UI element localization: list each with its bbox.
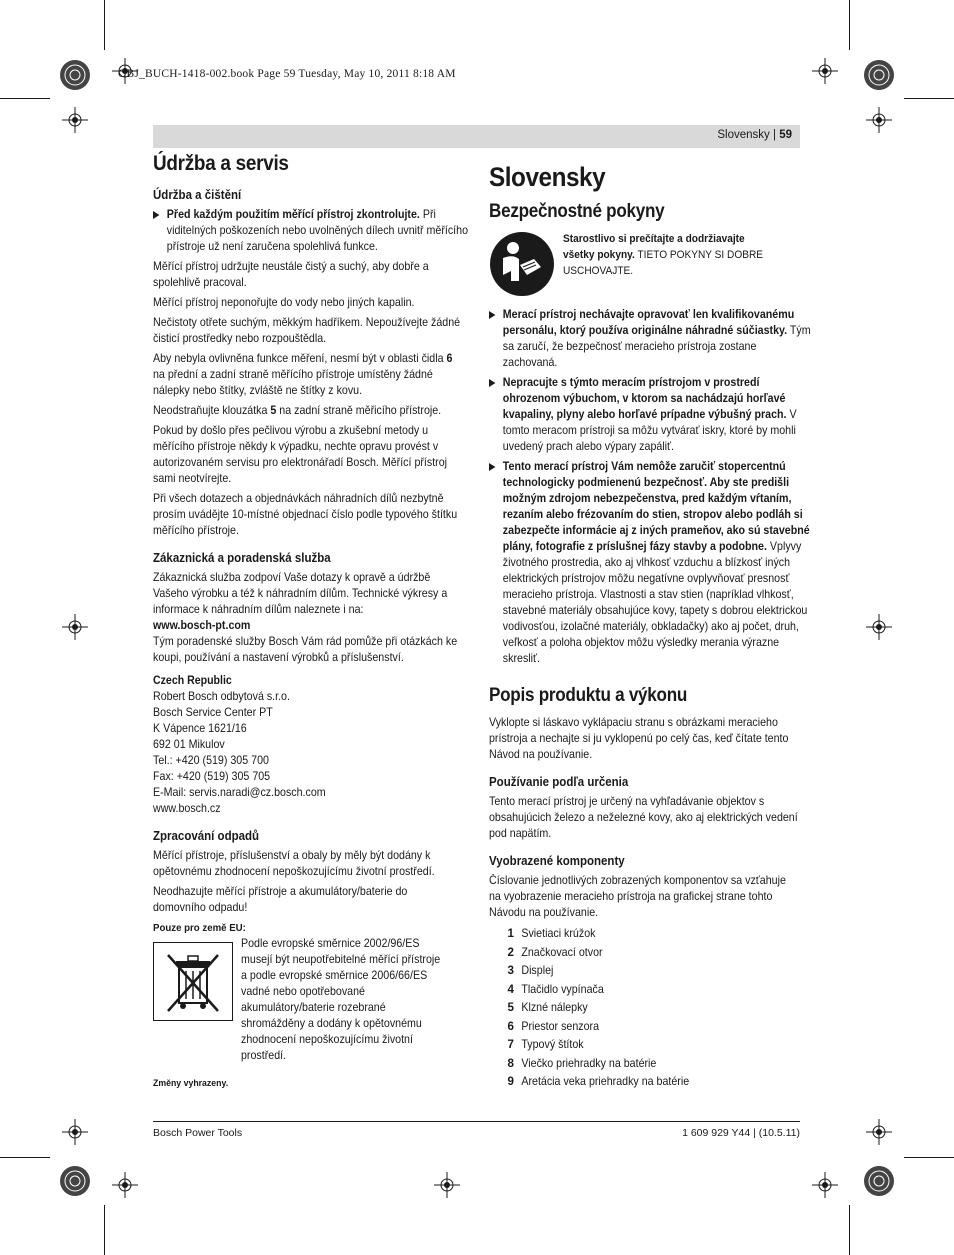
paragraph [153,403,463,419]
item-label: Displej [521,964,554,977]
registration-mark-icon [52,1158,98,1204]
bullet-text: Při viditelných poškozeních nebo uvolněných dílech uvnitř měřícího přístroje už není zaručena spolehlivá funkce. [166,208,468,253]
list-item [489,944,800,963]
safety-notice [489,231,800,297]
bullet-bold-text: Nepracujte s týmto meracím prístrojom v prostredí ohrozenom výbuchom, v ktorom sa nachádzajú horľavé kvapaliny, plyny alebo horľavé prípadne výbušný prach. [502,376,787,421]
list-item [489,1055,800,1074]
address-line: Robert Bosch odbytová s.r.o. [153,690,290,703]
registration-mark-icon [856,1158,902,1204]
safety-intro [563,231,775,293]
list-item [489,1018,800,1037]
paragraph: Číslovanie jednotlivých zobrazených komponentov sa vzťahuje na vyobrazenie meracieho prístroja na grafickej strane tohto Návodu na používanie. [489,874,786,919]
bullet-triangle-icon [489,463,495,471]
crop-mark [104,1205,105,1255]
bullet-bold-text: Před každým použitím měřící přístroj zkontrolujte. [166,208,420,221]
warning-bullet [489,459,812,667]
paragraph [153,351,463,399]
item-number: 5 [507,1001,514,1014]
bullet-text: V tomto meracom prístroji sa môžu vytvárať iskry, ktoré by mohli uvedený prach alebo výpary zapáliť. [502,408,797,453]
paragraph: Tým poradenské služby Bosch Vám rád pomůže při otázkách ke koupi, používání a nastavení výrobků a příslušenství. [153,635,458,664]
crossed-bin-icon [153,942,233,1021]
list-item [489,1036,800,1055]
crop-mark [849,0,850,50]
item-label: Viečko priehradky na batérie [521,1056,657,1070]
item-number: 3 [507,964,514,977]
warning-bullet [489,375,812,455]
crop-mark [849,1205,850,1255]
paragraph: Tento merací prístroj je určený na vyhľadávanie objektov s obsahujúcich železo a neželezné kovy, ako aj elektrických vedení pod napätím. [489,795,798,840]
paragraph: Pokud by došlo přes pečlivou výrobu a zkušební metody u měřícího přístroje někdy k výpadku, nechte opravu provést v autorizovaném servisu pro elektronářadí Bosch. Měřící přístroj sami neotvírejte. [153,424,448,485]
website-line: www.bosch.cz [153,802,221,815]
header-language-label: Slovensky [717,129,770,141]
registration-mark-icon [52,52,98,98]
list-item [489,999,800,1018]
crosshair-mark-icon [866,1119,892,1145]
subsection-title-service: Zákaznická a poradenská služba [153,551,331,565]
footer-doc-number: 1 609 929 Y44 | (10.5.11) [682,1127,800,1139]
bullet-text: Tým sa zaručí, že bezpečnosť meracieho prístroja zostane zachovaná. [502,324,811,369]
paragraph: Měřící přístroj udržujte neustále čistý a suchý, aby dobře a spolehlivě pracoval. [153,260,429,289]
right-column [489,150,811,1092]
item-label: Svietiaci krúžok [521,927,596,940]
left-column [153,150,468,1096]
paragraph: Neodhazujte měřící přístroje a akumulátory/baterie do domovního odpadu! [153,885,408,914]
paragraph: Zákaznická služba zodpoví Vaše dotazy k opravě a údržbě Vašeho výrobku a též k náhradním dílům. Technické výkresy a informace k náhradním dílům naleznete i na: [153,571,448,616]
page-number: 59 [779,129,792,141]
item-number: 8 [507,1056,514,1070]
text-run: na přední a zadní straně měřícího přístroje umístěny žádné nálepky nebo štítky, zvláště ne štítky z kovu. [153,368,433,397]
crop-mark [904,1157,954,1158]
item-label: Klzné nálepky [521,1001,588,1014]
paragraph: Nečistoty otřete suchým, měkkým hadříkem. Nepoužívejte žádné čisticí prostředky nebo rozpouštědla. [153,316,461,345]
crop-mark [0,1157,50,1158]
item-number: 4 [507,982,514,996]
address-line: Tel.: +420 (519) 305 700 [153,754,269,767]
bullet-triangle-icon [489,311,495,319]
crosshair-mark-icon [812,1172,838,1198]
crosshair-mark-icon [434,1172,460,1198]
footer-brand: Bosch Power Tools [153,1127,243,1139]
item-number: 2 [507,945,514,959]
section-title-safety: Bezpečnostné pokyny [489,201,665,222]
subsection-title-intended-use: Používanie podľa určenia [489,775,629,789]
address-line: Bosch Service Center PT [153,706,273,719]
print-imprint: OBJ_BUCH-1418-002.book Page 59 Tuesday, May 10, 2011 8:18 AM [118,68,456,80]
crosshair-mark-icon [866,107,892,133]
section-title-description: Popis produktu a výkonu [489,685,688,706]
paragraph: Vyklopte si láskavo vyklápaciu stranu s obrázkami meracieho prístroja a nechajte si ju vyklopenú po celý čas, keď čítate tento Návod na používanie. [489,716,789,761]
country-title: Czech Republic [153,675,232,687]
changes-reserved: Změny vyhrazeny. [153,1078,229,1089]
subsection-title-components: Vyobrazené komponenty [489,854,625,868]
crosshair-mark-icon [62,1119,88,1145]
safety-bold-text: Starostlivo si prečítajte a dodržiavajte všetky pokyny. [563,233,745,261]
crosshair-mark-icon [812,58,838,84]
running-header [153,125,800,148]
bullet-triangle-icon [153,211,159,219]
subsection-title-disposal: Zpracování odpadů [153,829,260,843]
crop-mark [104,0,105,50]
bullet-text: Vplyvy životného prostredia, ako aj vlhkosť vzduchu a blízkosť iných elektrických prístrojov môžu negatívne ovplyvňovať presnosť meracieho prístroja. Vlastnosti a stav stien (napríklad vlhkosť, stavebné materiály obsahujúce kovy, tapety s dobrou elektrickou vodivosťou, izolačné materiály, obkladačky) ako aj počet, druh, veľkosť a poloha objektov môžu výsledky merania výrazne skresliť. [502,540,808,665]
crosshair-mark-icon [112,1172,138,1198]
list-item [489,1073,800,1092]
item-number: 1 [507,927,514,940]
bullet-bold-text: Merací prístroj nechávajte opravovať len kvalifikovanému personálu, ktorý používa originálne náhradné súčiastky. [502,308,795,337]
list-item [489,925,800,944]
text-run: Aby nebyla ovlivněna funkce měření, nesmí být v oblasti čidla [153,352,447,365]
warning-bullet [153,207,477,255]
bullet-triangle-icon [489,379,495,387]
read-manual-icon [489,231,555,297]
paragraph: Měřící přístroje, příslušenství a obaly by měly být dodány k opětovnému zhodnocení nepoškozujícímu životní prostředí. [153,849,435,878]
item-label: Tlačidlo vypínača [521,982,604,996]
bullet-bold-text: Tento merací prístroj Vám nemôže zaručiť stopercentnú technologicky podmienenú bezpečnosť. Aby ste predišli možným zdrojom nebezpečenstva, pred každým vŕtaním, rezaním alebo frézovaním do stien, stropov alebo podláh si zabezpečte informácie aj z iných prameňov, ako sú stavebné plány, fotografie z príslušnej fázy stavby a podobne. [502,460,810,553]
eu-only-label: Pouze pro země EU: [153,922,246,934]
item-number: 6 [507,1019,514,1033]
component-list [489,925,800,1092]
crosshair-mark-icon [866,614,892,640]
text-run: na zadní straně měřicího přístroje. [276,404,442,417]
item-label: Aretácia veka priehradky na batérie [521,1075,690,1088]
header-language: Slovensky | 59 [717,129,792,141]
footer-divider [153,1121,800,1122]
list-item [489,981,800,1000]
warning-bullet [489,307,812,371]
crop-mark [904,98,954,99]
crosshair-mark-icon [62,107,88,133]
language-title: Slovensky [489,162,606,192]
safety-caps-text: TIETO POKYNY SI DOBRE USCHOVAJTE. [563,249,764,277]
ref-number: 6 [446,352,453,365]
email-line: E-Mail: servis.naradi@cz.bosch.com [153,786,326,799]
website-link[interactable]: www.bosch-pt.com [153,619,251,632]
item-label: Typový štítok [521,1038,584,1051]
address-line: 692 01 Mikulov [153,738,225,751]
section-title-maintenance: Údržba a servis [153,152,289,175]
eu-directive-text: Podle evropské směrnice 2002/96/ES musejí být neupotřebitelné měřící přístroje a podle evropské směrnice 2006/66/ES vadné nebo opotřebované akumulátory/baterie rozebrané shromážděny a dodány k opětovnému zhodnocení nepoškozujícímu životní prostředí. [241,937,441,1062]
disposal-block [153,936,465,1068]
item-label: Značkovací otvor [521,945,603,959]
item-number: 7 [507,1038,514,1051]
crop-mark [0,98,50,99]
crosshair-mark-icon [62,614,88,640]
item-label: Priestor senzora [521,1019,600,1033]
registration-mark-icon [856,52,902,98]
list-item [489,962,800,981]
paragraph: Měřící přístroj neponořujte do vody nebo jiných kapalin. [153,296,415,309]
address-line: Fax: +420 (519) 305 705 [153,770,271,783]
text-run: Neodstraňujte klouzátka [153,404,271,417]
ref-number: 5 [270,404,277,417]
item-number: 9 [507,1075,514,1088]
paragraph: Při všech dotazech a objednávkách náhradních dílů nezbytně prosím uvádějte 10-místné objednací číslo podle typového štítku měřícího přístroje. [153,492,458,537]
subsection-title-cleaning: Údržba a čištění [153,188,242,202]
address-line: K Vápence 1621/16 [153,722,247,735]
